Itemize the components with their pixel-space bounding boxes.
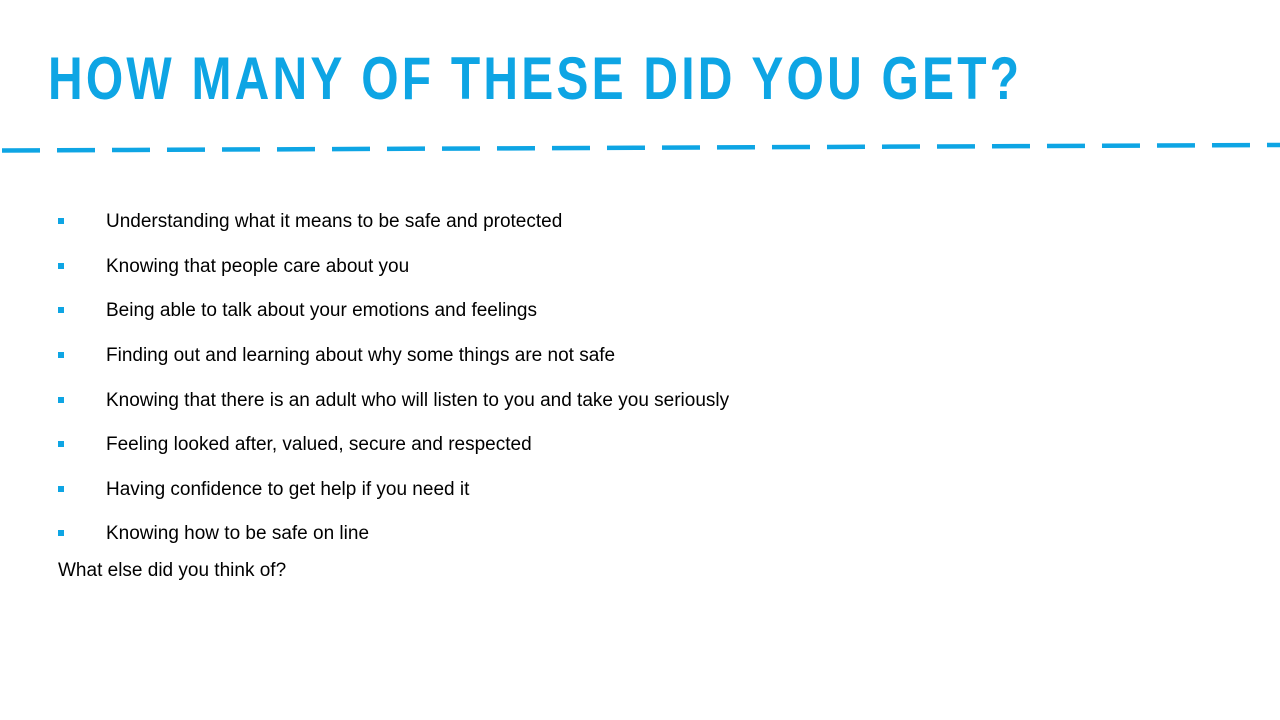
list-item <box>58 423 729 468</box>
list-item-text: Having confidence to get help if you need it <box>106 478 470 500</box>
slide-title: HOW MANY OF THESE DID YOU GET? <box>48 45 1023 112</box>
closing-question: What else did you think of? <box>58 560 287 581</box>
bullet-list <box>58 200 729 557</box>
square-bullet-icon <box>58 218 64 224</box>
list-item-text: Being able to talk about your emotions and feelings <box>106 300 537 322</box>
square-bullet-icon <box>58 352 64 358</box>
list-item <box>58 334 729 379</box>
list-item <box>58 289 729 334</box>
list-item <box>58 468 729 513</box>
list-item-text: Knowing that there is an adult who will listen to you and take you seriously <box>106 389 730 411</box>
square-bullet-icon <box>58 530 64 536</box>
list-item-text: Finding out and learning about why some things are not safe <box>106 345 616 367</box>
square-bullet-icon <box>58 263 64 269</box>
list-item <box>58 512 729 557</box>
square-bullet-icon <box>58 486 64 492</box>
list-item <box>58 378 729 423</box>
list-item-text: Feeling looked after, valued, secure and respected <box>106 434 532 456</box>
square-bullet-icon <box>58 307 64 313</box>
list-item-text: Knowing how to be safe on line <box>106 523 370 545</box>
square-bullet-icon <box>58 441 64 447</box>
dashed-divider-line <box>2 145 1280 151</box>
list-item-text: Knowing that people care about you <box>106 255 410 277</box>
list-item <box>58 245 729 290</box>
list-item <box>58 200 729 245</box>
square-bullet-icon <box>58 397 64 403</box>
dashed-divider <box>0 138 1280 158</box>
list-item-text: Understanding what it means to be safe and protected <box>106 211 563 233</box>
